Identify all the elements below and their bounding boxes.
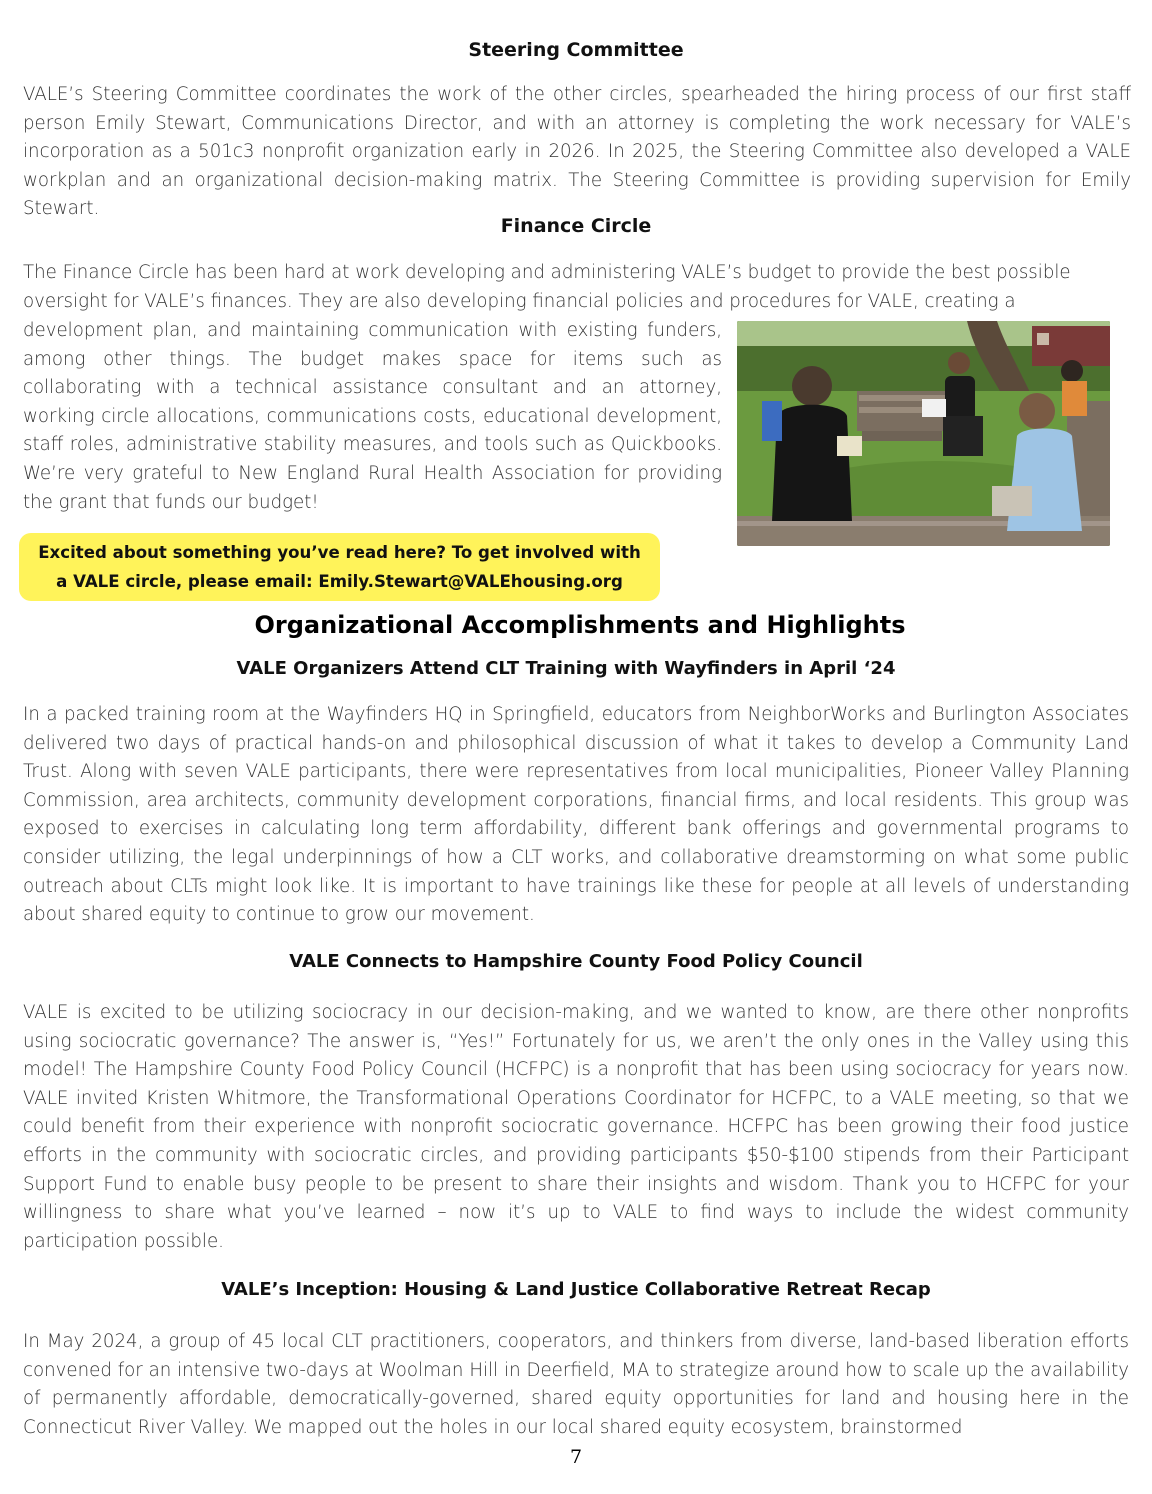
retreat-heading: VALE’s Inception: Housing & Land Justice Collaborative Retreat Recap [221, 1279, 931, 1300]
finance-body-wrapped: development plan, and maintaining communication with existing funders, among other things. The budget makes space for items such as collaborating with a technical assistance consultant and an attorney, working circle allocations, communications costs, educational development, staff roles, administrative stability measures, and tools such as Quickbooks. We’re very grateful to New England Rural Health Association for providing the grant that funds our budget! [23, 320, 722, 513]
hcfpc-heading: VALE Connects to Hampshire County Food Policy Council [289, 951, 863, 972]
meeting-photo [737, 321, 1110, 546]
finance-body-full: The Finance Circle has been hard at work developing and administering VALE’s budget to provide the best possible oversight for VALE’s finances. They are also developing financial policies and procedures for VALE, creating a [23, 262, 1071, 312]
steering-heading: Steering Committee [468, 39, 684, 61]
steering-body: VALE’s Steering Committee coordinates the work of the other circles, spearheaded the hiring process of our first staff person Emily Stewart, Communications Director, and with an attorney is completing the work necessary for VALE’s incorporation as a 501c3 nonprofit organization early in 2026. In 2025, the Steering Committee also developed a VALE workplan and an organizational decision-making matrix. The Steering Committee is providing supervision for Emily Stewart. [23, 84, 1131, 220]
page-number: 7 [569, 1446, 583, 1468]
wayfinders-heading: VALE Organizers Attend CLT Training with Wayfinders in April ‘24 [236, 658, 896, 679]
finance-heading: Finance Circle [500, 215, 652, 237]
accomplishments-title: Organizational Accomplishments and Highlights [254, 611, 906, 639]
wayfinders-body: In a packed training room at the Wayfinders HQ in Springfield, educators from NeighborWorks and Burlington Associates delivered two days of practical hands-on and philosophical discussion of what it takes to develop a Community Land Trust. Along with seven VALE participants, there were representatives from local municipalities, Pioneer Valley Planning Commission, area architects, community development corporations, financial firms, and local residents. This group was exposed to exercises in calculating long term affordability, different bank offerings and governmental programs to consider utilizing, the legal underpinnings of how a CLT works, and collaborative dreamstorming on what some public outreach about CLTs might look like. It is important to have trainings like these for people at all levels of understanding about shared equity to continue to grow our movement. [23, 704, 1129, 926]
retreat-body: In May 2024, a group of 45 local CLT practitioners, cooperators, and thinkers from diverse, land-based liberation efforts convened for an intensive two-days at Woolman Hill in Deerfield, MA to strategize around how to scale up the availability of permanently affordable, democratically-governed, shared equity opportunities for land and housing here in the Connecticut River Valley. We mapped out the holes in our local shared equity ecosystem, brainstormed [23, 1331, 1129, 1438]
hcfpc-body: VALE is excited to be utilizing sociocracy in our decision-making, and we wanted to know, are there other nonprofits using sociocratic governance? The answer is, “Yes!” Fortunately for us, we aren’t the only ones in the Valley using this model! The Hampshire County Food Policy Council (HCFPC) is a nonprofit that has been using sociocracy for years now. VALE invited Kristen Whitmore, the Transformational Operations Coordinator for HCFPC, to a VALE meeting, so that we could benefit from their experience with nonprofit sociocratic governance. HCFPC has been growing their food justice efforts in the community with sociocratic circles, and providing participants $50-$100 stipends from their Participant Support Fund to enable busy people to be present to share their insights and wisdom. Thank you to HCFPC for your willingness to share what you’ve learned – now it’s up to VALE to find ways to include the widest community participation possible. [23, 1002, 1129, 1252]
callout-line-2: a VALE circle, please email: Emily.Stewart@VALEhousing.org [56, 572, 623, 591]
callout-line-1: Excited about something you’ve read here? To get involved with [38, 543, 641, 562]
get-involved-callout [19, 533, 660, 601]
